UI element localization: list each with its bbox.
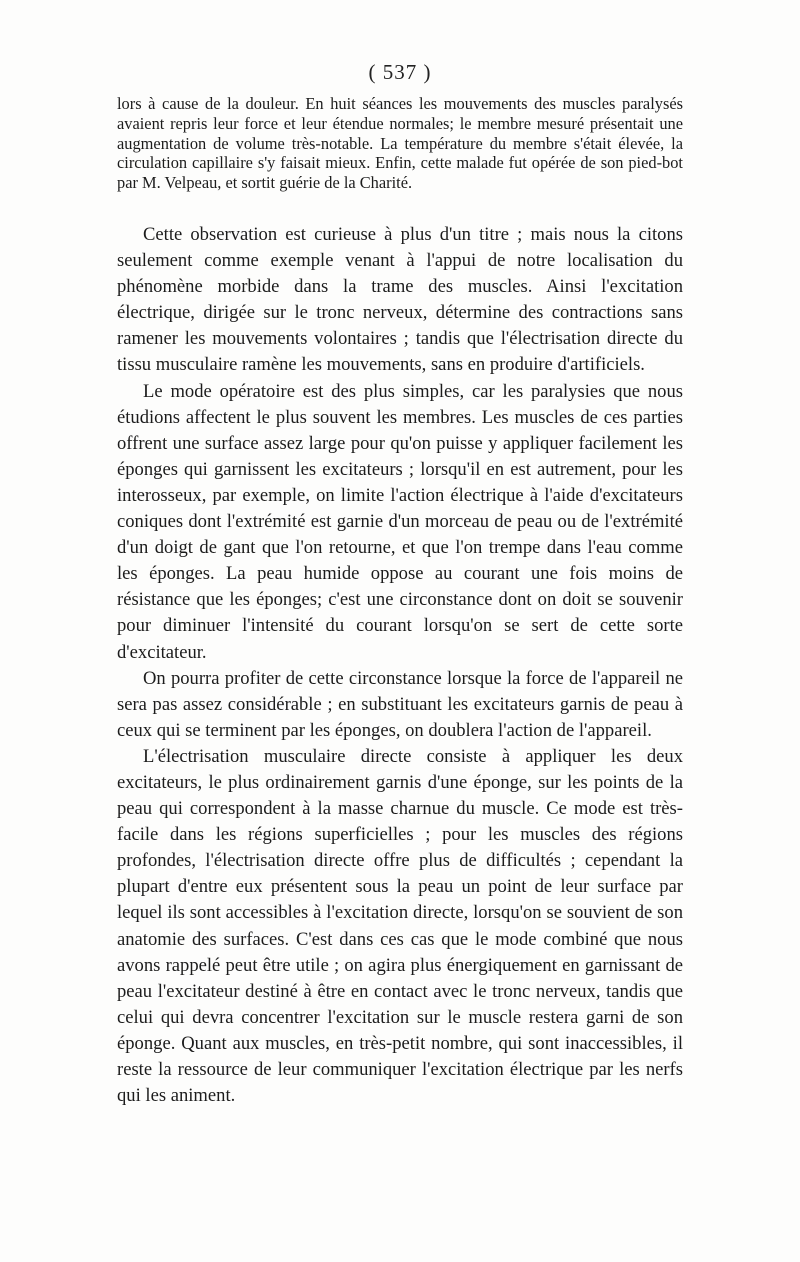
main-text (117, 222, 683, 1109)
page-number: ( 537 ) (368, 60, 432, 84)
paragraph-observation-comment: Cette observation est curieuse à plus d'un titre ; mais nous la citons seulement comme exemple venant à l'appui de notre localisation du phénomène morbide dans la trame des muscles. Ainsi l'excitation électrique, dirigée sur le tronc nerveux, détermine des contractions sans ramener les mouvements volontaires ; tandis que l'électrisation directe du tissu musculaire ramène les mouvements, sans en produire d'artificiels. (117, 224, 683, 376)
paragraph-direct-electrisation: L'électrisation musculaire directe consiste à appliquer les deux excitateurs, le plus ordinairement garnis d'une éponge, sur les points de la peau qui correspondent à la masse charnue du muscle. Ce mode est très-facile dans les régions superficielles ; pour les muscles des régions profondes, l'électrisation directe offre plus de difficultés ; cependant la plupart d'entre eux présentent sous la peau un point de leur surface par lequel ils sont accessibles à l'excitation directe, lorsqu'on se souvient de son anatomie des surfaces. C'est dans ces cas que le mode combiné que nous avons rappelé peut être utile ; on agira plus énergiquement en garnissant de peau l'excitateur destiné à être en contact avec le tronc nerveux, tandis que celui qui devra concentrer l'excitation sur le muscle restera garni de son éponge. Quant aux muscles, en très-petit nombre, qui sont inaccessibles, il reste la ressource de leur communiquer l'excitation électrique par les nerfs qui les animent. (117, 745, 683, 1107)
continued-observation-text (117, 94, 683, 193)
paragraph-continued: lors à cause de la douleur. En huit séances les mouvements des muscles paralysés avaient repris leur force et leur étendue normales; le membre mesuré présentait une augmentation de volume très-notable. La température du membre s'était élevée, la circulation capillaire s'y faisait mieux. Enfin, cette malade fut opérée de son pied-bot par M. Velpeau, et sortit guérie de la Charité. (117, 94, 683, 193)
paragraph-operative-mode: Le mode opératoire est des plus simples, car les paralysies que nous étudions affectent le plus souvent les membres. Les muscles de ces parties offrent une surface assez large pour qu'on puisse y appliquer facilement les éponges qui garnissent les excitateurs ; lorsqu'il en est autrement, pour les interosseux, par exemple, on limite l'action électrique à l'aide d'excitateurs coniques dont l'extrémité est garnie d'un morceau de peau ou de l'extrémité d'un doigt de gant que l'on retourne, et que l'on trempe dans l'eau comme les éponges. La peau humide oppose au courant une fois moins de résistance que les éponges; c'est une circonstance dont on doit se souvenir pour diminuer l'intensité du courant lorsqu'on se sert de cette sorte d'excitateur. (117, 380, 683, 663)
paragraph-device-force: On pourra profiter de cette circonstance lorsque la force de l'appareil ne sera pas assez considérable ; en substituant les excitateurs garnis de peau à ceux qui se terminent par les éponges, on doublera l'action de l'appareil. (117, 667, 683, 741)
